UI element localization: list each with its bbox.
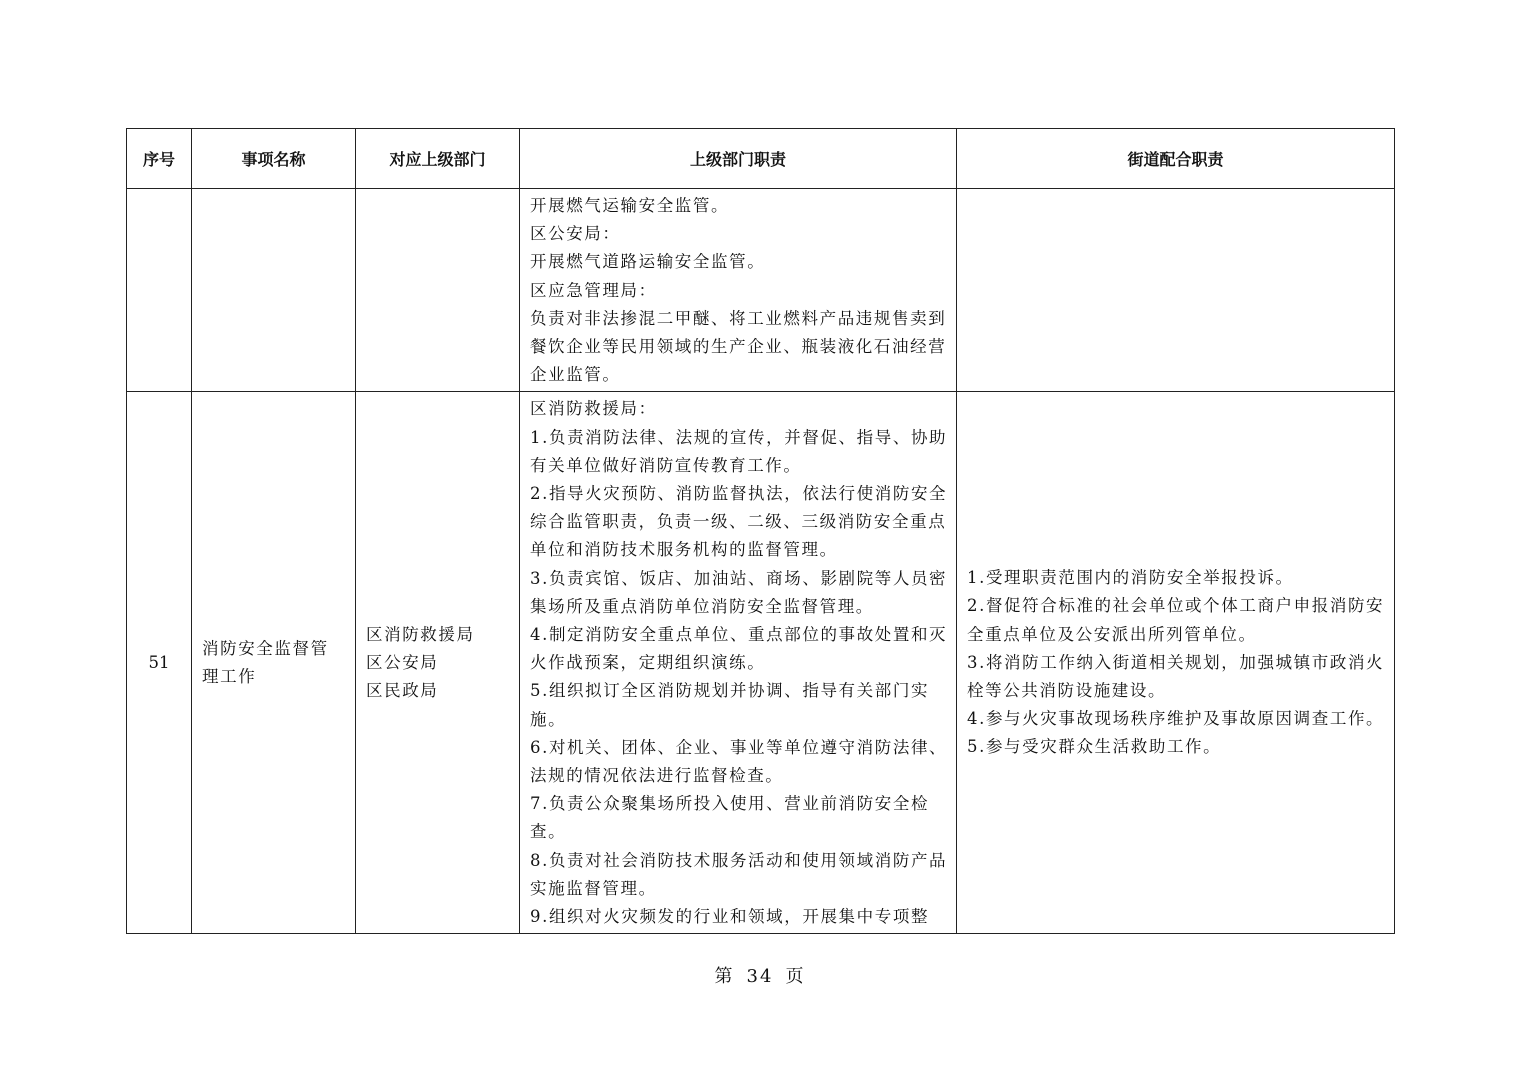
- duty-line: 6.对机关、团体、企业、事业等单位遵守消防法律、法规的情况依法进行监督检查。: [530, 737, 948, 786]
- row-street-duty: [957, 392, 1395, 934]
- dept-line: 区民政局: [366, 680, 439, 700]
- duty-line: 7.负责公众聚集场所投入使用、营业前消防安全检查。: [530, 794, 930, 842]
- table-header-row: [127, 129, 1395, 189]
- table-row: [127, 392, 1395, 934]
- page-number-value: 34: [746, 966, 774, 987]
- duty-line: 负责对非法掺混二甲醚、将工业燃料产品违规售卖到餐饮企业等民用领域的生产企业、瓶装液化石油经营企业监管。: [530, 308, 947, 385]
- duty-line: 区消防救援局：: [530, 399, 657, 419]
- row-dept: [356, 189, 520, 392]
- page-number-prefix: 第: [714, 966, 735, 987]
- header-superior-dept: 对应上级部门: [356, 129, 520, 189]
- table-row: [127, 189, 1395, 392]
- row-street-duty: [957, 189, 1395, 392]
- street-duty-line: 4.参与火灾事故现场秩序维护及事故原因调查工作。: [967, 709, 1385, 729]
- duty-line: 5.组织拟订全区消防规划并协调、指导有关部门实施。: [530, 681, 930, 729]
- street-duty-line: 5.参与受灾群众生活救助工作。: [967, 737, 1222, 757]
- row-number: 51: [127, 392, 192, 934]
- duty-line: 2.指导火灾预防、消防监督执法，依法行使消防安全综合监管职责，负责一级、二级、三级消防安全重点单位和消防技术服务机构的监督管理。: [530, 484, 948, 560]
- duty-line: 8.负责对社会消防技术服务活动和使用领域消防产品实施监督管理。: [530, 850, 948, 898]
- row-superior-duty: [520, 189, 957, 392]
- street-duty-line: 3.将消防工作纳入街道相关规划，加强城镇市政消火栓等公共消防设施建设。: [967, 652, 1385, 700]
- page-number: [0, 962, 1520, 988]
- item-name-text: 消防安全监督管理工作: [202, 638, 329, 686]
- duty-line: 4.制定消防安全重点单位、重点部位的事故处置和灭火作战预案，定期组织演练。: [530, 625, 948, 673]
- duty-line: 开展燃气运输安全监管。: [530, 196, 730, 215]
- duty-line: 9.组织对火灾频发的行业和领域，开展集中专项整: [530, 907, 930, 927]
- duty-table: [126, 128, 1395, 934]
- row-item-name: [192, 189, 356, 392]
- dept-line: 区消防救援局: [366, 624, 475, 644]
- street-duty-line: 1.受理职责范围内的消防安全举报投诉。: [967, 568, 1294, 588]
- duty-line: 区公安局：: [530, 224, 621, 244]
- duty-line: 1.负责消防法律、法规的宣传，并督促、指导、协助有关单位做好消防宣传教育工作。: [530, 427, 948, 475]
- duty-line: 区应急管理局：: [530, 280, 657, 300]
- street-duty-line: 2.督促符合标准的社会单位或个体工商户申报消防安全重点单位及公安派出所列管单位。: [967, 596, 1385, 644]
- row-item-name: [192, 392, 356, 934]
- row-dept: [356, 392, 520, 934]
- header-number: 序号: [127, 129, 192, 189]
- duty-line: 3.负责宾馆、饭店、加油站、商场、影剧院等人员密集场所及重点消防单位消防安全监督管理。: [530, 568, 948, 616]
- page-number-suffix: 页: [785, 966, 806, 987]
- header-item-name: 事项名称: [192, 129, 356, 189]
- header-superior-duty: 上级部门职责: [520, 129, 957, 189]
- header-street-duty: 街道配合职责: [957, 129, 1395, 189]
- duty-line: 开展燃气道路运输安全监管。: [530, 252, 766, 272]
- row-superior-duty: [520, 392, 957, 934]
- row-number: [127, 189, 192, 392]
- dept-line: 区公安局: [366, 652, 439, 672]
